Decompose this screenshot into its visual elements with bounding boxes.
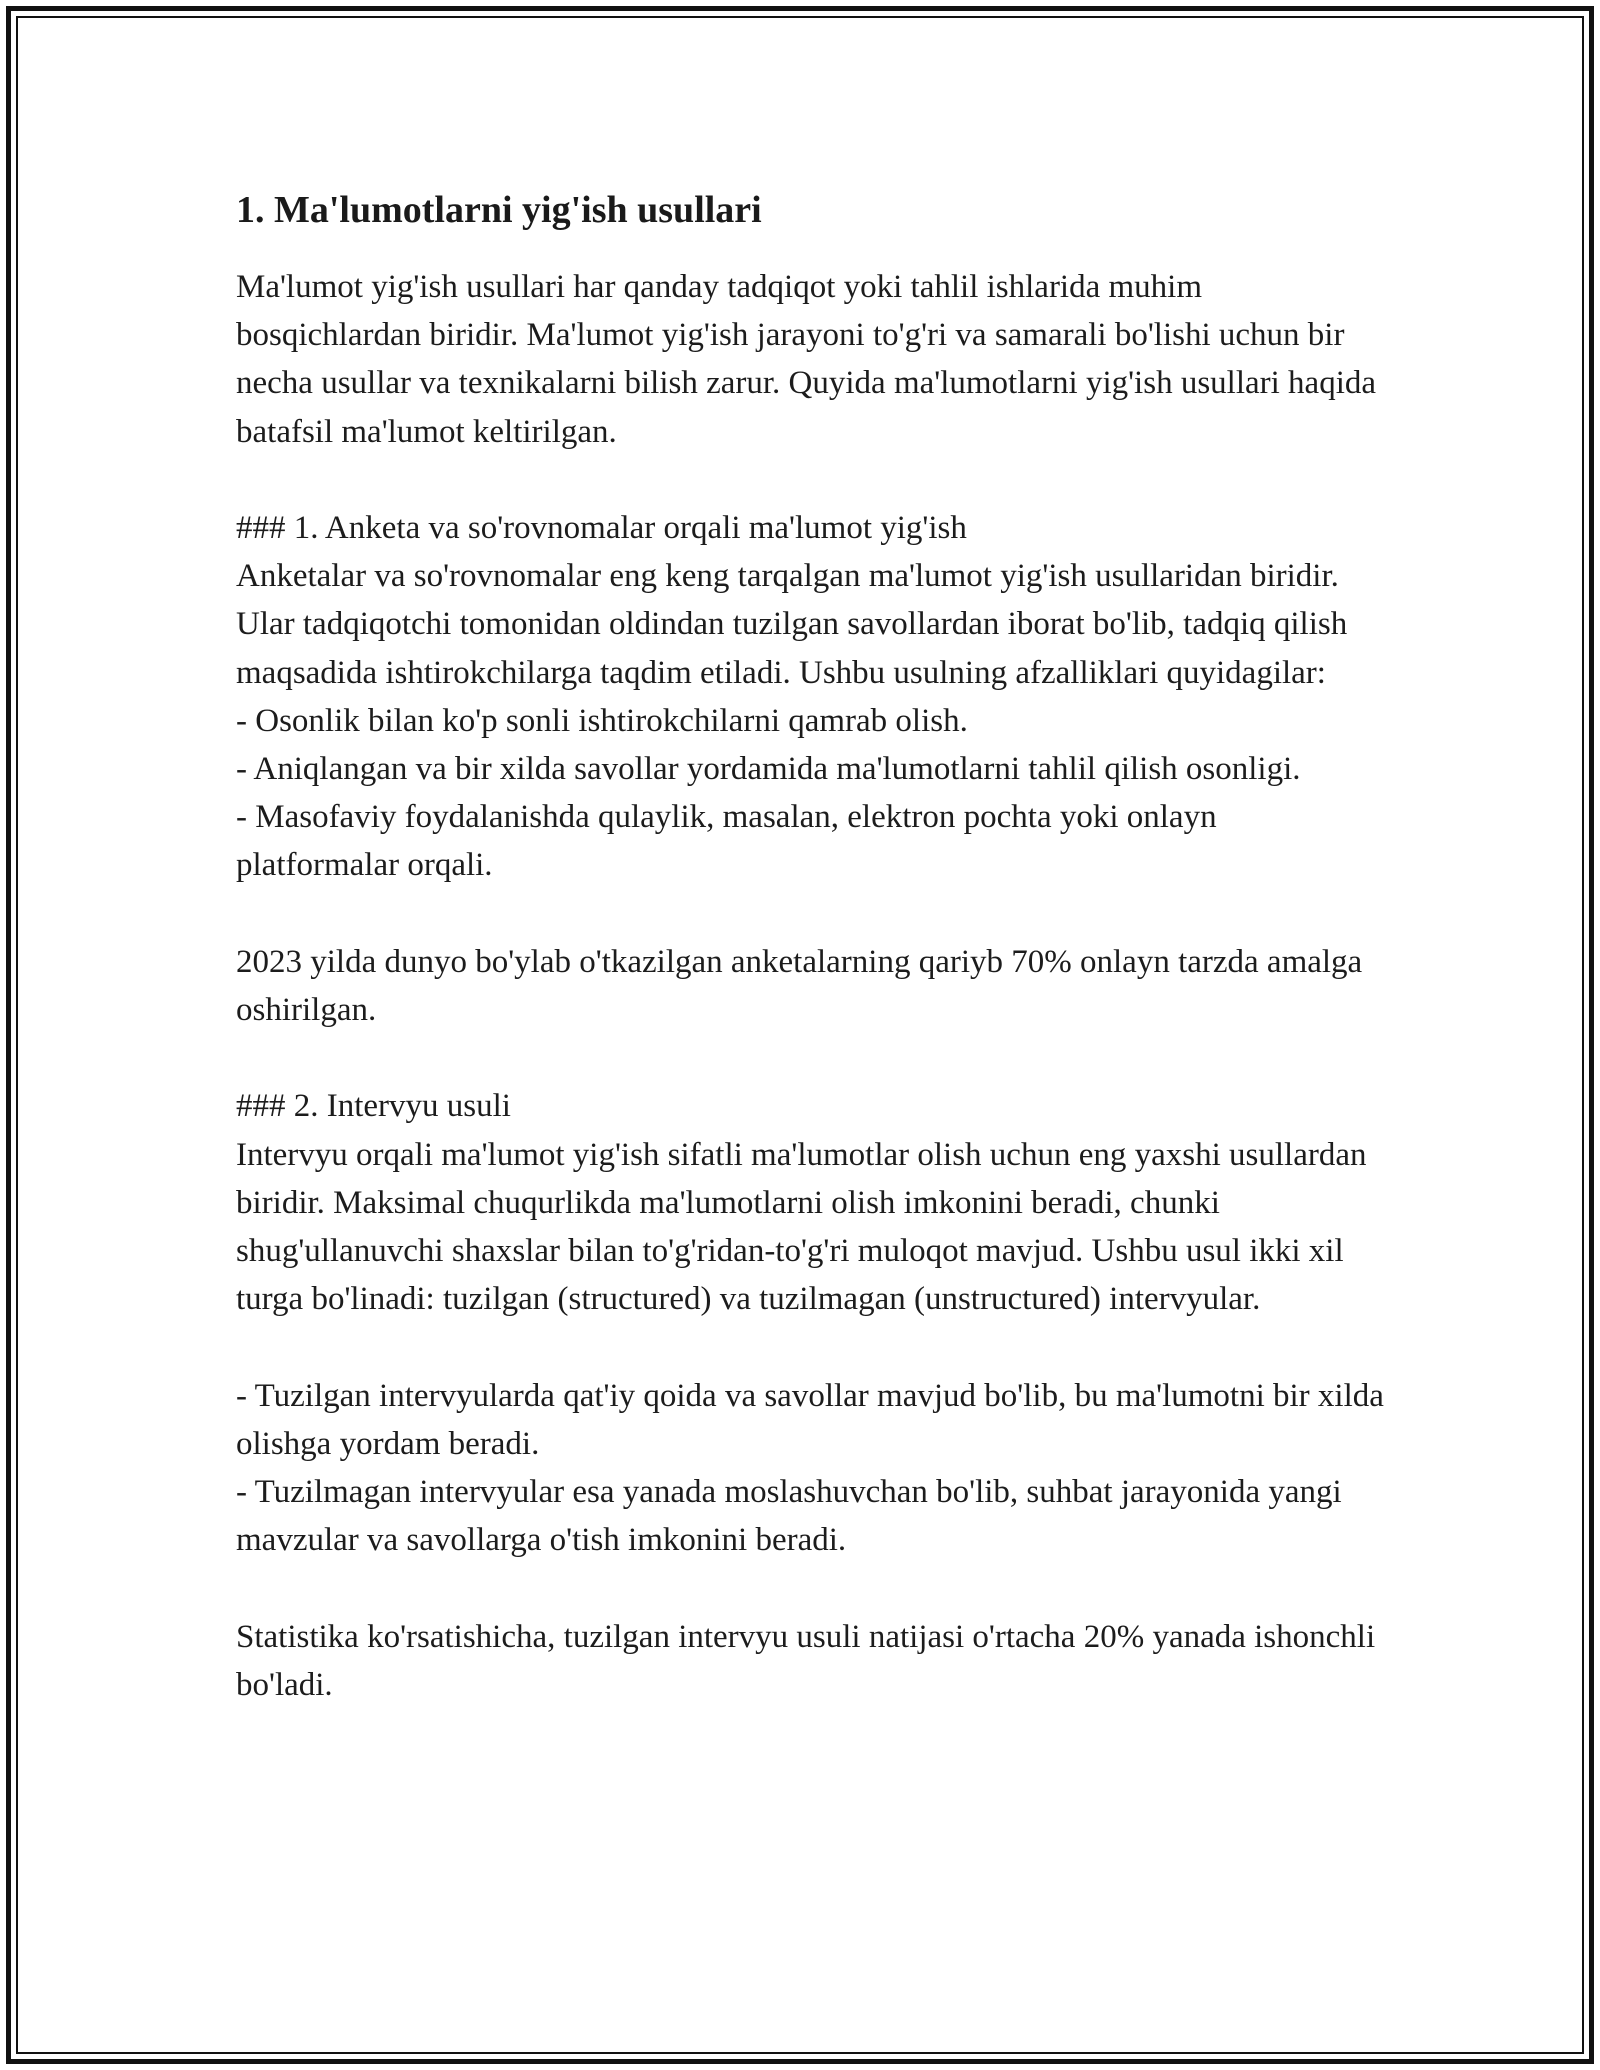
section-1-title: ### 1. Anketa va so'rovnomalar orqali ma'lumot yig'ish (236, 510, 967, 546)
section-1-bullet: - Osonlik bilan ko'p sonli ishtirokchilarni qamrab olish. (236, 702, 968, 739)
spacer (236, 1564, 1386, 1612)
document-body (236, 186, 1393, 1709)
spacer (236, 890, 1386, 938)
intro-paragraph: Ma'lumot yig'ish usullari har qanday tadqiqot yoki tahlil ishlarida muhim bosqichlardan biridir. Ma'lumot yig'ish jarayoni to'g'ri va samarali bo'lishi uchun bir necha usullar va texnikalarni bilish zarur. Quyida ma'lumotlarni yig'ish usullari haqida batafsil ma'lumot keltirilgan. (236, 269, 1385, 450)
spacer (236, 234, 1386, 263)
section-2-body: Intervyu orqali ma'lumot yig'ish sifatli ma'lumotlar olish uchun eng yaxshi usullardan biridir. Maksimal chuqurlikda ma'lumotlarni olish imkonini beradi, chunki shug'ullanuvchi shaxslar bilan to'g'ridan-to'g'ri muloqot mavjud. Ushbu usul ikki xil turga bo'linadi: tuzilgan (structured) va tuzilmagan (unstructured) intervyular. (236, 1136, 1375, 1318)
section-1-body: Anketalar va so'rovnomalar eng keng tarqalgan ma'lumot yig'ish usullaridan biridir. Ular tadqiqotchi tomonidan oldindan tuzilgan savollardan iborat bo'lib, tadqiq qilish maqsadida ishtirokchilarga taqdim etiladi. Ushbu usulning afzalliklari quyidagilar: (236, 558, 1356, 691)
section-2-title: ### 2. Intervyu usuli (236, 1088, 511, 1125)
section-1-bullet: - Aniqlangan va bir xilda savollar yordamida ma'lumotlarni tahlil qilish osonligi. (236, 751, 1301, 788)
section-2-bullet: - Tuzilmagan intervyular esa yanada moslashuvchan bo'lib, suhbat jarayonida yangi mavzular va savollarga o'tish imkonini beradi. (236, 1474, 1350, 1559)
spacer (236, 456, 1386, 504)
section-1-statistic: 2023 yilda dunyo bo'ylab o'tkazilgan anketalarning qariyb 70% onlayn tarzda amalga oshirilgan. (236, 943, 1371, 1029)
section-2-statistic: Statistika ko'rsatishicha, tuzilgan intervyu usuli natijasi o'rtacha 20% yanada ishonchli bo'ladi. (236, 1618, 1384, 1703)
spacer (236, 1034, 1386, 1082)
document-heading: 1. Ma'lumotlarni yig'ish usullari (236, 189, 762, 231)
spacer (236, 1323, 1386, 1371)
section-2-bullet: - Tuzilgan intervyularda qat'iy qoida va savollar mavjud bo'lib, bu ma'lumotni bir xilda olishga yordam beradi. (236, 1377, 1393, 1462)
section-1-bullet: - Masofaviy foydalanishda qulaylik, masalan, elektron pochta yoki onlayn platformalar orqali. (236, 799, 1225, 884)
